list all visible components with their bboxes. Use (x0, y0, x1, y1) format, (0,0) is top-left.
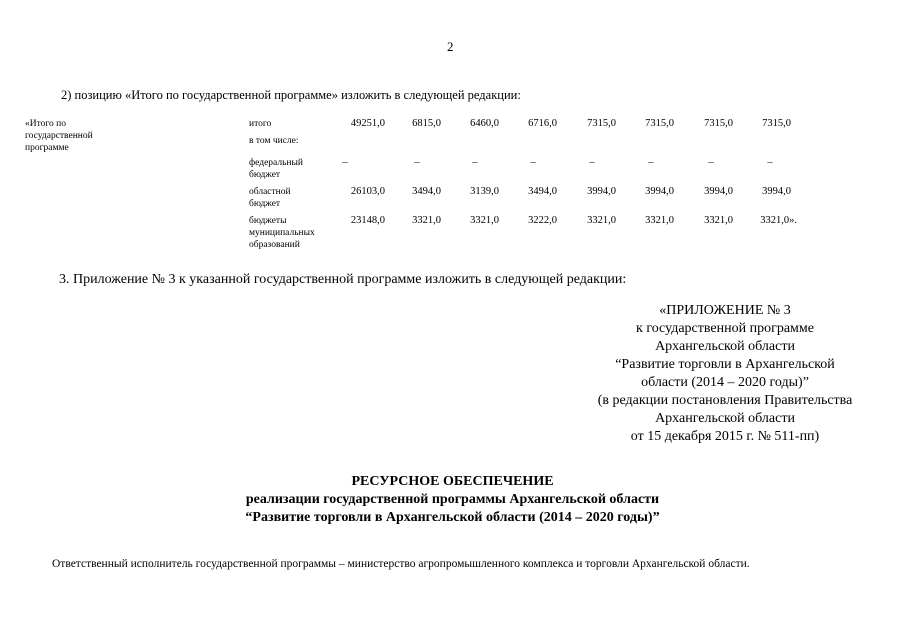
cell-municipal-3: 3222,0 (528, 215, 557, 226)
cell-federal-3: – (530, 157, 536, 168)
cell-total-1: 6815,0 (412, 118, 441, 129)
cell-total-6: 7315,0 (704, 118, 733, 129)
cell-regional-7: 3994,0 (762, 186, 791, 197)
cell-total-0: 49251,0 (350, 118, 385, 129)
cell-regional-4: 3994,0 (587, 186, 616, 197)
cell-regional-5: 3994,0 (645, 186, 674, 197)
cell-total-2: 6460,0 (470, 118, 499, 129)
cell-regional-2: 3139,0 (470, 186, 499, 197)
row-label-total: итого (249, 119, 272, 129)
appendix-line: области (2014 – 2020 годы)” (641, 375, 809, 390)
cell-regional-0: 26103,0 (350, 186, 385, 197)
cell-total-4: 7315,0 (587, 118, 616, 129)
cell-federal-0: – (342, 157, 348, 168)
appendix-line: “Развитие торговли в Архангельской (615, 357, 835, 372)
appendix-line: «ПРИЛОЖЕНИЕ № 3 (659, 303, 791, 318)
cell-federal-4: – (589, 157, 595, 168)
cell-federal-5: – (648, 157, 654, 168)
appendix-line: (в редакции постановления Правительства (597, 393, 853, 408)
cell-total-7: 7315,0 (762, 118, 791, 129)
cell-federal-1: – (414, 157, 420, 168)
item-3-paragraph: 3. Приложение № 3 к указанной государственной программе изложить в следующей редакции: (59, 272, 627, 287)
appendix-line: Архангельской области (655, 339, 795, 354)
section-heading (0, 473, 905, 527)
table-first-cell: «Итого по государственной программе (25, 119, 93, 153)
item-2-paragraph: 2) позицию «Итого по государственной программе» изложить в следующей редакции: (61, 88, 521, 102)
cell-municipal-0: 23148,0 (350, 215, 385, 226)
cell-federal-6: – (708, 157, 714, 168)
cell-regional-1: 3494,0 (412, 186, 441, 197)
cell-municipal-7: 3321,0». (760, 215, 797, 226)
cell-total-5: 7315,0 (645, 118, 674, 129)
cell-regional-6: 3994,0 (704, 186, 733, 197)
cell-municipal-6: 3321,0 (704, 215, 733, 226)
row-label-municipal: бюджеты муниципальных образований (249, 216, 315, 250)
cell-regional-3: 3494,0 (528, 186, 557, 197)
heading-subtitle: реализации государственной программы Архангельской области (245, 492, 660, 507)
heading-title: РЕСУРСНОЕ ОБЕСПЕЧЕНИЕ (351, 474, 554, 489)
page-number: 2 (447, 39, 454, 54)
cell-municipal-4: 3321,0 (587, 215, 616, 226)
appendix-line: Архангельской области (655, 411, 795, 426)
appendix-line: к государственной программе (636, 321, 814, 336)
heading-program-name: “Развитие торговли в Архангельской области (2014 – 2020 годы)” (245, 510, 660, 525)
row-label-including: в том числе: (249, 136, 299, 146)
cell-total-3: 6716,0 (528, 118, 557, 129)
cell-federal-2: – (472, 157, 478, 168)
cell-federal-7: – (767, 157, 773, 168)
row-label-federal: федеральный бюджет (249, 158, 303, 180)
appendix-stamp (560, 302, 890, 446)
cell-municipal-1: 3321,0 (412, 215, 441, 226)
appendix-line: от 15 декабря 2015 г. № 511-пп) (630, 429, 820, 444)
cell-municipal-2: 3321,0 (470, 215, 499, 226)
cell-municipal-5: 3321,0 (645, 215, 674, 226)
responsible-executor-text: Ответственный исполнитель государственной программы – министерство агропромышленного комплекса и торговли Архангельской области. (52, 558, 750, 570)
row-label-regional: областной бюджет (249, 187, 291, 209)
